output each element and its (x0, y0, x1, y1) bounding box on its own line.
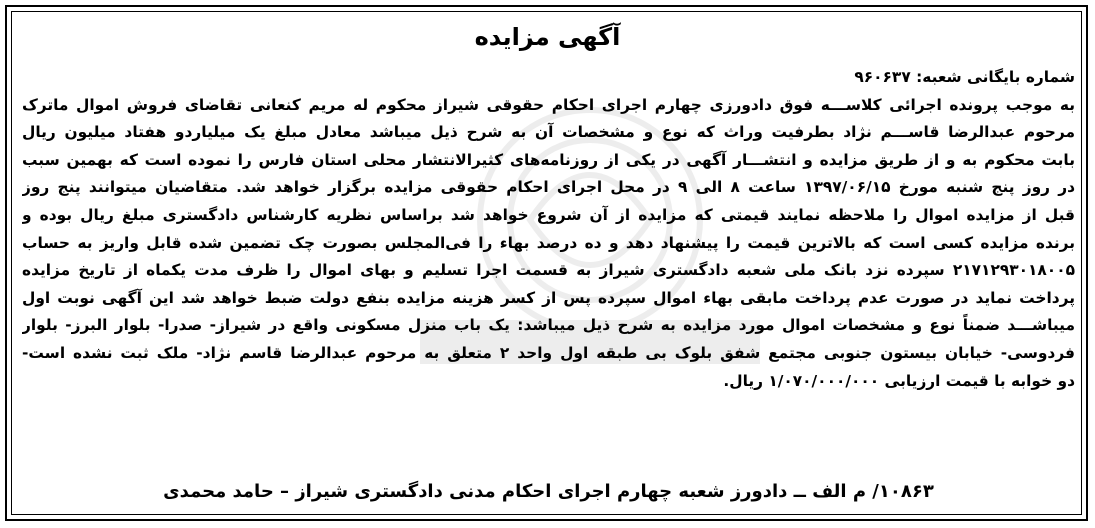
body-line: میباشـــد ضمناً نوع و مشخصات اموال مورد مزایده به شرح ذیل میباشد: یک باب منزل مسکونی واقع در شیراز- صدرا- بلوار البرز- بلوار (22, 316, 1075, 335)
archive-number-line: شماره بایگانی شعبه: ۹۶۰۶۳۷ (854, 68, 1075, 86)
notice-title: آگهی مزایده (474, 23, 621, 51)
body-line: به موجب پرونده اجرائی کلاســـه فوق دادورزی چهارم اجرای احکام حقوقی شیراز محکوم له مریم کنعانی تقاضای فروش اموال ماترک (22, 95, 1075, 114)
body-line: مرحوم عبدالرضا قاســـم نژاد بطرفیت وراث که نوع و مشخصات آن به شرح ذیل میباشد معادل مبلغ یک میلیاردو هفتاد میلیون ریال (22, 123, 1075, 142)
body-line-last: دو خوابه با قیمت ارزیابی ۱/۰۷۰/۰۰۰/۰۰۰ ریال. (723, 371, 1075, 390)
body-line: پرداخت نماید در صورت عدم پرداخت مابقی بهاء اموال سپرده پس از کسر هزینه مزایده بنفع دولت ضبط خواهد شد این آگهی نوبت اول (22, 288, 1075, 307)
body-line: برنده مزایده کسی است که بالاترین قیمت را پیشنهاد دهد و ده درصد بهاء را فی‌المجلس بصورت چک تضمین شده قابل واریز به حساب (22, 233, 1075, 252)
body-line: بابت محکوم به و از طریق مزایده و انتشـــار آگهی در یکی از روزنامه‌های کثیرالانتشار محلی استان فارس را نموده است که بهمین سبب (22, 150, 1075, 169)
notice-body (22, 64, 1075, 395)
body-line: در روز پنج شنبه مورخ ۱۳۹۷/۰۶/۱۵ ساعت ۸ الی ۹ در محل اجرای احکام حقوقی مزایده برگزار خواهد شد. متقاضیان میتوانند پنج روز (22, 178, 1075, 197)
body-line: قبل از مزایده اموال را ملاحظه نمایند قیمتی که مزایده از آن شروع خواهد شد براساس نظریه کارشناس دادگستری مبلغ ریال بوده و (22, 205, 1075, 224)
body-line: ۲۱۷۱۲۹۳۰۱۸۰۰۵ سپرده نزد بانک ملی شعبه دادگستری شیراز به قسمت اجرا تسلیم و بهای اموال را ظرف مدت یکماه از تاریخ مزایده (22, 261, 1075, 280)
body-line: فردوسی- خیابان بیستون جنوبی مجتمع شفق بلوک بی طبقه اول واحد ۲ متعلق به مرحوم عبدالرضا قاسم نژاد- ملک ثبت نشده است- (22, 343, 1075, 362)
notice-footer-signature: ۱۰۸۶۳/ م الف ــ دادورز شعبه چهارم اجرای احکام مدنی دادگستری شیراز – حامد محمدی (163, 481, 934, 502)
